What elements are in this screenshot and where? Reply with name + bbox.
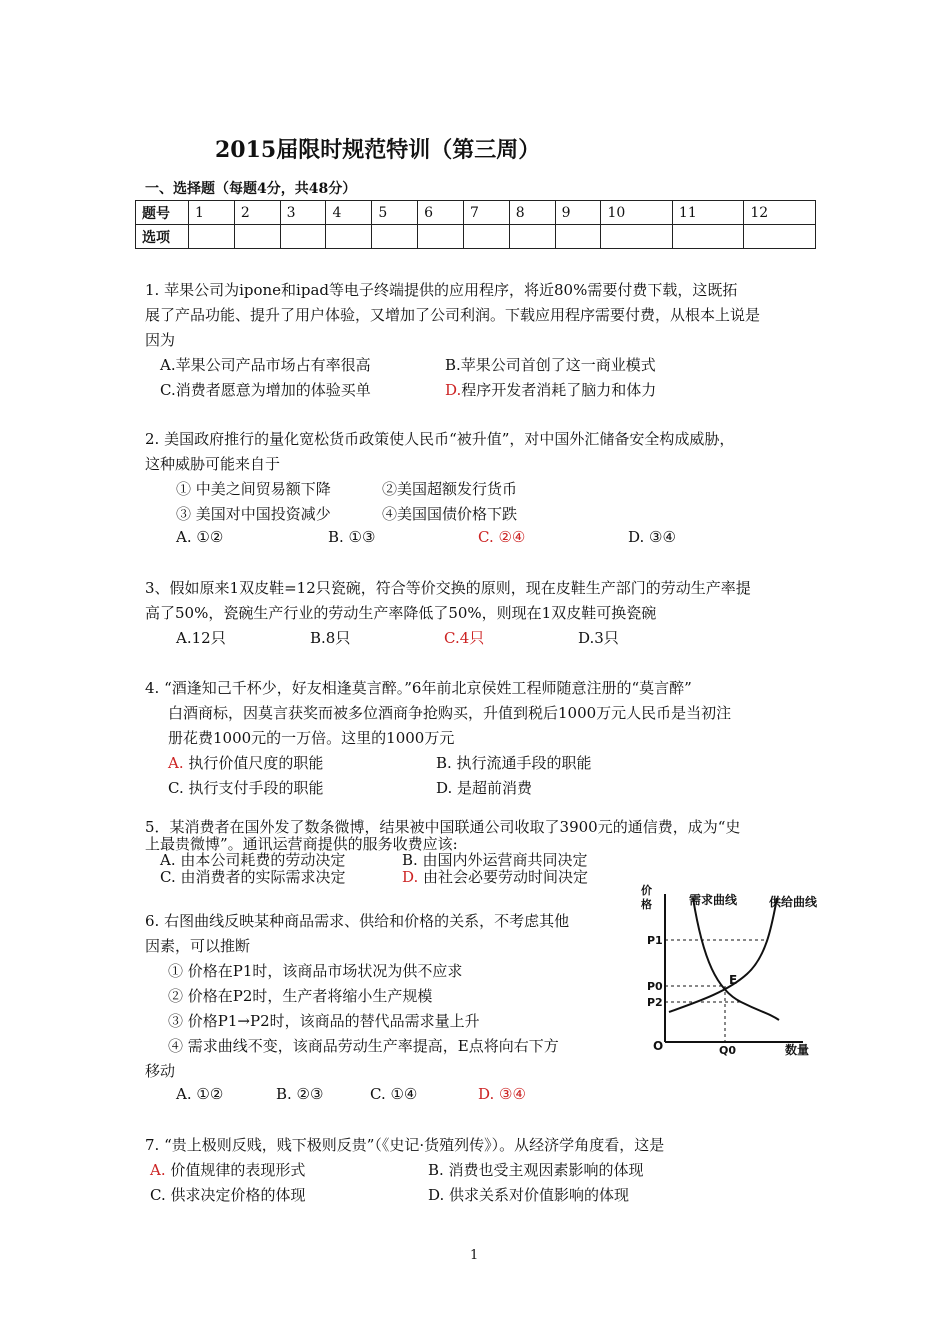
q4-option-a-text: 执行价值尺度的职能 xyxy=(188,754,324,772)
q4-stem-line: 白酒商标，因莫言获奖而被多位酒商争抢购买，升值到税后1000万元人民币是当初注 xyxy=(168,704,732,722)
q1-option-d xyxy=(445,379,656,400)
demand-curve xyxy=(693,898,779,1020)
answer-cell[interactable] xyxy=(672,225,743,249)
q6-option-b: B. ②③ xyxy=(276,1085,324,1103)
q2-statement: ④美国国债价格下跌 xyxy=(382,505,518,523)
q3-option-c: C.4只 xyxy=(444,629,485,647)
answer-table-header-row xyxy=(136,201,816,225)
equilibrium-label: E xyxy=(729,973,738,987)
q4-option-a xyxy=(168,752,323,773)
p1-label: P1 xyxy=(647,934,663,947)
answer-table-number: 1 xyxy=(189,201,235,225)
page-number: 1 xyxy=(470,1248,479,1263)
supply-curve-label: 供给曲线 xyxy=(769,895,818,909)
q5-answer-letter: D. xyxy=(402,868,419,886)
supply-curve xyxy=(669,898,777,1012)
q6-option-d: D. ③④ xyxy=(478,1085,526,1103)
answer-table-number: 9 xyxy=(555,201,601,225)
q2-option-b: B. ①③ xyxy=(328,528,376,546)
q3-stem-line: 3、假如原来1双皮鞋=12只瓷碗，符合等价交换的原则，现在皮鞋生产部门的劳动生产率提 xyxy=(145,579,751,597)
answer-cell[interactable] xyxy=(280,225,326,249)
answer-cell[interactable] xyxy=(372,225,418,249)
answer-cell[interactable] xyxy=(744,225,816,249)
q1-option-d-text: 程序开发者消耗了脑力和体力 xyxy=(461,381,657,399)
answer-table-answer-row xyxy=(136,225,816,249)
answer-cell[interactable] xyxy=(189,225,235,249)
section-heading: 一、选择题（每题4分，共48分） xyxy=(145,181,357,197)
q7-stem: 7. “贵上极则反贱，贱下极则反贵”（《史记·货殖列传》）。从经济学角度看，这是 xyxy=(145,1136,665,1154)
q7-option-a xyxy=(150,1159,305,1180)
answer-cell[interactable] xyxy=(418,225,464,249)
q6-stem-line: 因素，可以推断 xyxy=(145,937,251,955)
answer-cell[interactable] xyxy=(326,225,372,249)
q3-option-a: A.12只 xyxy=(176,629,226,647)
q4-answer-letter: A. xyxy=(168,754,184,772)
answer-cell[interactable] xyxy=(601,225,672,249)
q6-option-a: A. ①② xyxy=(176,1085,224,1103)
q5-option-d-text: 由社会必要劳动时间决定 xyxy=(423,868,589,886)
q5-option-c: C. 由消费者的实际需求决定 xyxy=(160,868,346,886)
q5-option-b: B. 由国内外运营商共同决定 xyxy=(402,851,588,869)
q3-option-d: D.3只 xyxy=(578,629,619,647)
q7-option-a-text: 价值规律的表现形式 xyxy=(170,1161,306,1179)
q5-option-a: A. 由本公司耗费的劳动决定 xyxy=(160,851,346,869)
demand-curve-label: 需求曲线 xyxy=(689,893,738,907)
q7-answer-letter: A. xyxy=(150,1161,166,1179)
answer-table-number: 11 xyxy=(672,201,743,225)
q4-stem-line: 册花费1000元的一万倍。这里的1000万元 xyxy=(168,729,455,747)
q6-statement: ③ 价格P1→P2时，该商品的替代品需求量上升 xyxy=(168,1012,480,1030)
q6-statement: ① 价格在P1时，该商品市场状况为供不应求 xyxy=(168,962,463,980)
q5-stem-line: 上最贵微博”。通讯运营商提供的服务收费应该: xyxy=(145,835,458,853)
q7-option-b: B. 消费也受主观因素影响的体现 xyxy=(428,1161,644,1179)
answer-table-number: 3 xyxy=(280,201,326,225)
q2-statement: ②美国超额发行货币 xyxy=(382,480,518,498)
answer-table-number: 7 xyxy=(463,201,509,225)
answer-cell[interactable] xyxy=(555,225,601,249)
answer-cell[interactable] xyxy=(463,225,509,249)
page-title: 2015届限时规范特训（第三周） xyxy=(215,137,541,163)
q2-statement: ① 中美之间贸易额下降 xyxy=(176,480,331,498)
q1-option-a: A.苹果公司产品市场占有率很高 xyxy=(160,356,371,374)
answer-table xyxy=(135,200,816,249)
q6-statement-cont: 移动 xyxy=(145,1062,176,1080)
answer-table-number: 12 xyxy=(744,201,816,225)
p0-label: P0 xyxy=(647,980,663,993)
q3-stem-line: 高了50%，瓷碗生产行业的劳动生产率降低了50%，则现在1双皮鞋可换瓷碗 xyxy=(145,604,657,622)
q1-stem-line: 展了产品功能、提升了用户体验，又增加了公司利润。下载应用程序需要付费，从根本上说是 xyxy=(145,306,761,324)
answer-table-number: 2 xyxy=(234,201,280,225)
q3-option-b: B.8只 xyxy=(310,629,351,647)
q1-option-c: C.消费者愿意为增加的体验买单 xyxy=(160,381,371,399)
q7-option-d: D. 供求关系对价值影响的体现 xyxy=(428,1186,630,1204)
q6-stem-line: 6. 右图曲线反映某种商品需求、供给和价格的关系，不考虑其他 xyxy=(145,912,570,930)
y-axis-label-line1: 价 xyxy=(641,884,652,897)
origin-label: O xyxy=(653,1039,664,1053)
answer-table-number: 10 xyxy=(601,201,672,225)
q2-option-a: A. ①② xyxy=(176,528,224,546)
q5-stem-line: 5．某消费者在国外发了数条微博，结果被中国联通公司收取了3900元的通信费，成为“史 xyxy=(145,818,741,836)
q1-stem-line: 因为 xyxy=(145,331,176,349)
q6-option-c: C. ①④ xyxy=(370,1085,418,1103)
q0-label: Q0 xyxy=(719,1044,737,1057)
q2-stem-line: 这种威胁可能来自于 xyxy=(145,455,281,473)
q1-option-b: B.苹果公司首创了这一商业模式 xyxy=(445,356,656,374)
q2-statement: ③ 美国对中国投资减少 xyxy=(176,505,331,523)
q4-stem-line: 4. “酒逢知己千杯少，好友相逢莫言醉。”6年前北京侯姓工程师随意注册的“莫言醉” xyxy=(145,679,692,697)
answer-table-number: 4 xyxy=(326,201,372,225)
q4-option-b: B. 执行流通手段的职能 xyxy=(436,754,592,772)
answer-table-number: 5 xyxy=(372,201,418,225)
answer-table-header-label: 题号 xyxy=(136,201,189,225)
x-axis-label: 数量 xyxy=(785,1043,810,1057)
answer-table-row-label: 选项 xyxy=(136,225,189,249)
q7-option-c: C. 供求决定价格的体现 xyxy=(150,1186,306,1204)
q2-option-d: D. ③④ xyxy=(628,528,676,546)
answer-table-number: 8 xyxy=(509,201,555,225)
q2-option-c: C. ②④ xyxy=(478,528,526,546)
q1-stem-line: 1. 苹果公司为ipone和ipad等电子终端提供的应用程序，将近80%需要付费下载，这既拓 xyxy=(145,281,738,299)
y-axis-label-line2: 格 xyxy=(641,898,652,911)
q1-answer-letter: D. xyxy=(445,381,462,399)
answer-cell[interactable] xyxy=(234,225,280,249)
p2-label: P2 xyxy=(647,996,663,1009)
q5-option-d xyxy=(402,866,588,887)
answer-cell[interactable] xyxy=(509,225,555,249)
supply-demand-graph xyxy=(637,880,857,1060)
q6-statement: ④ 需求曲线不变，该商品劳动生产率提高，E点将向右下方 xyxy=(168,1037,559,1055)
q2-stem-line: 2. 美国政府推行的量化宽松货币政策使人民币“被升值”，对中国外汇储备安全构成威胁， xyxy=(145,430,735,448)
q4-option-d: D. 是超前消费 xyxy=(436,779,533,797)
answer-table-number: 6 xyxy=(418,201,464,225)
q6-statement: ② 价格在P2时，生产者将缩小生产规模 xyxy=(168,987,433,1005)
q4-option-c: C. 执行支付手段的职能 xyxy=(168,779,324,797)
